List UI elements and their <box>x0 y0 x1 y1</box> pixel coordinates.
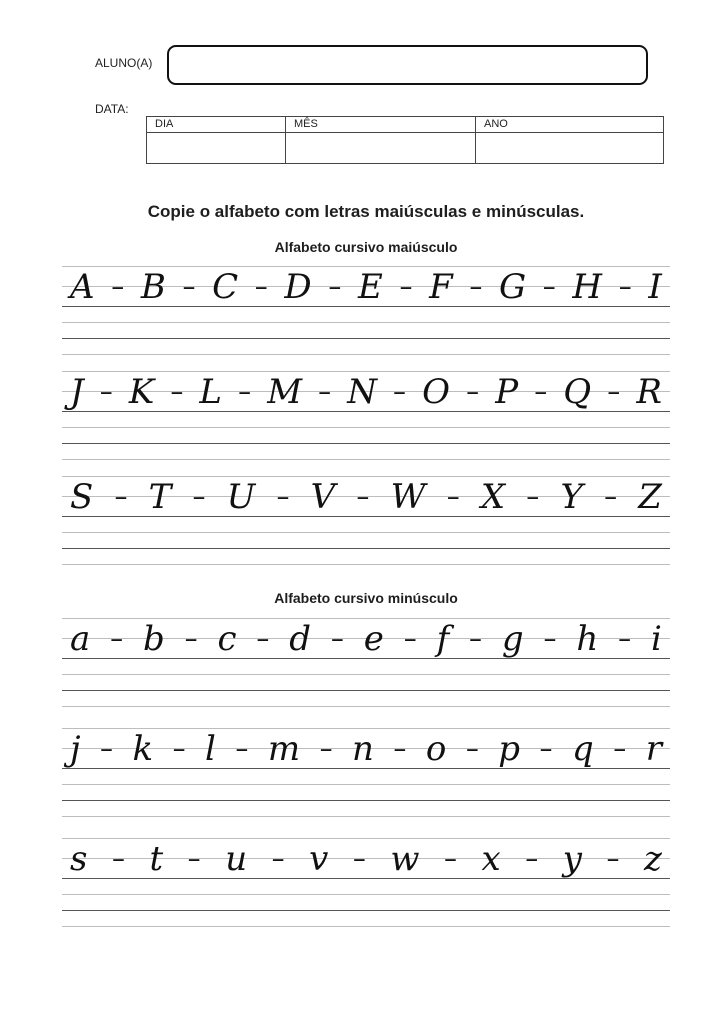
letter-sequence <box>62 839 670 879</box>
guide-line <box>62 338 670 339</box>
letter-separator: – <box>469 624 483 654</box>
day-field[interactable] <box>147 133 286 164</box>
guide-line <box>62 690 670 691</box>
letter-separator: – <box>170 377 184 407</box>
month-header: MÊS <box>286 117 476 133</box>
year-field[interactable] <box>476 133 664 164</box>
cursive-letter: H <box>572 267 603 307</box>
guide-line <box>62 564 670 565</box>
guide-line <box>62 800 670 801</box>
cursive-letter: o <box>425 729 447 769</box>
student-name-field[interactable] <box>167 45 648 85</box>
letter-separator: – <box>399 272 413 302</box>
letter-separator: – <box>184 624 198 654</box>
letter-separator: – <box>111 844 125 874</box>
letter-separator: – <box>319 734 333 764</box>
letter-sequence <box>62 729 670 769</box>
cursive-letter: i <box>651 619 662 659</box>
cursive-letter: Y <box>560 477 583 517</box>
year-header: ANO <box>476 117 664 133</box>
guide-line <box>62 354 670 355</box>
guide-line <box>62 459 670 460</box>
guide-line <box>62 784 670 785</box>
letter-separator: – <box>238 377 252 407</box>
cursive-letter: l <box>205 729 216 769</box>
cursive-letter: K <box>128 372 155 412</box>
guide-line <box>62 548 670 549</box>
letter-separator: – <box>444 844 457 874</box>
cursive-letter: e <box>363 619 384 659</box>
cursive-letter: Q <box>563 372 592 412</box>
cursive-letter: p <box>498 729 521 769</box>
letter-separator: – <box>256 624 270 654</box>
letter-separator: – <box>111 272 125 302</box>
letter-separator: – <box>99 377 113 407</box>
cursive-letter: G <box>498 267 527 307</box>
cursive-letter: d <box>289 619 312 659</box>
letter-separator: – <box>328 272 342 302</box>
letter-separator: – <box>606 844 620 874</box>
guide-line <box>62 443 670 444</box>
letter-separator: – <box>607 377 621 407</box>
practice-row <box>62 618 670 710</box>
cursive-letter: k <box>132 729 154 769</box>
letter-separator: – <box>525 844 539 874</box>
practice-row <box>62 371 670 463</box>
letter-separator: – <box>192 482 206 512</box>
lowercase-title: Alfabeto cursivo minúsculo <box>274 590 458 606</box>
practice-row <box>62 476 670 568</box>
letter-separator: – <box>604 482 618 512</box>
cursive-letter: q <box>572 729 594 769</box>
cursive-letter: P <box>495 372 519 412</box>
cursive-letter: U <box>226 477 256 517</box>
letter-separator: – <box>352 844 366 874</box>
guide-line <box>62 674 670 675</box>
letter-separator: – <box>100 734 114 764</box>
letter-sequence <box>62 267 670 307</box>
cursive-letter: X <box>480 477 506 517</box>
practice-row <box>62 838 670 930</box>
guide-line <box>62 322 670 323</box>
letter-separator: – <box>187 844 201 874</box>
letter-separator: – <box>526 482 540 512</box>
cursive-letter: B <box>140 267 166 307</box>
uppercase-title: Alfabeto cursivo maiúsculo <box>274 239 458 255</box>
letter-sequence <box>62 372 670 412</box>
cursive-letter: f <box>436 619 450 659</box>
guide-line <box>62 910 670 911</box>
letter-separator: – <box>318 377 332 407</box>
cursive-letter: s <box>70 839 88 879</box>
letter-separator: – <box>356 482 370 512</box>
guide-line <box>62 427 670 428</box>
student-label: ALUNO(A) <box>95 56 153 70</box>
letter-separator: – <box>330 624 344 654</box>
cursive-letter: V <box>310 477 336 517</box>
letter-sequence <box>62 477 670 517</box>
cursive-letter: a <box>70 619 91 659</box>
letter-separator: – <box>469 272 483 302</box>
guide-line <box>62 816 670 817</box>
cursive-letter: E <box>357 267 383 307</box>
cursive-letter: n <box>352 729 374 769</box>
letter-separator: – <box>534 377 548 407</box>
letter-separator: – <box>254 272 268 302</box>
cursive-letter: W <box>390 477 426 517</box>
cursive-letter: M <box>267 372 303 412</box>
cursive-letter: y <box>562 839 582 879</box>
letter-separator: – <box>114 482 128 512</box>
letter-separator: – <box>271 844 285 874</box>
cursive-letter: T <box>148 477 172 517</box>
letter-separator: – <box>542 272 556 302</box>
letter-separator: – <box>446 482 460 512</box>
cursive-letter: m <box>267 729 301 769</box>
cursive-letter: v <box>309 839 329 879</box>
cursive-letter: c <box>217 619 237 659</box>
cursive-letter: x <box>481 839 501 879</box>
cursive-letter: Z <box>638 477 662 517</box>
cursive-letter: I <box>648 267 662 307</box>
cursive-letter: t <box>149 839 164 879</box>
worksheet-title: Copie o alfabeto com letras maiúsculas e minúsculas. <box>147 202 585 221</box>
letter-separator: – <box>618 624 632 654</box>
cursive-letter: j <box>70 729 81 769</box>
guide-line <box>62 706 670 707</box>
letter-separator: – <box>110 624 124 654</box>
cursive-letter: R <box>636 372 662 412</box>
letter-separator: – <box>618 272 632 302</box>
cursive-letter: F <box>429 267 453 307</box>
cursive-letter: u <box>225 839 248 879</box>
cursive-letter: O <box>422 372 451 412</box>
date-table <box>146 116 664 164</box>
letter-separator: – <box>393 377 407 407</box>
cursive-letter: N <box>347 372 377 412</box>
letter-separator: – <box>235 734 249 764</box>
cursive-letter: L <box>199 372 222 412</box>
cursive-letter: C <box>212 267 239 307</box>
cursive-letter: h <box>576 619 599 659</box>
month-field[interactable] <box>286 133 476 164</box>
letter-separator: – <box>466 377 480 407</box>
letter-separator: – <box>543 624 557 654</box>
cursive-letter: w <box>390 839 420 879</box>
letter-separator: – <box>172 734 186 764</box>
letter-separator: – <box>539 734 553 764</box>
letter-separator: – <box>403 624 417 654</box>
cursive-letter: z <box>643 839 662 879</box>
cursive-letter: A <box>70 267 95 307</box>
practice-row <box>62 266 670 358</box>
letter-separator: – <box>276 482 290 512</box>
letter-separator: – <box>465 734 479 764</box>
day-header: DIA <box>147 117 286 133</box>
letter-separator: – <box>182 272 196 302</box>
date-label: DATA: <box>95 102 129 116</box>
cursive-letter: b <box>143 619 165 659</box>
cursive-letter: S <box>70 477 94 517</box>
letter-separator: – <box>393 734 407 764</box>
worksheet <box>62 198 670 938</box>
cursive-letter: D <box>284 267 312 307</box>
guide-line <box>62 894 670 895</box>
letter-sequence <box>62 619 670 659</box>
letter-separator: – <box>613 734 627 764</box>
cursive-letter: r <box>645 729 662 769</box>
guide-line <box>62 532 670 533</box>
cursive-letter: J <box>70 372 84 412</box>
cursive-letter: g <box>501 619 524 659</box>
practice-row <box>62 728 670 820</box>
guide-line <box>62 926 670 927</box>
